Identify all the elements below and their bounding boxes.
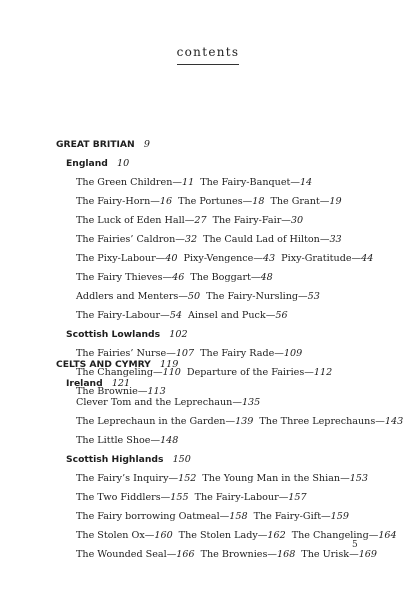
- toc-entry-title: The Young Man in the Shian—: [202, 473, 350, 484]
- toc-entry-page: 152: [178, 473, 197, 484]
- toc-entry: [76, 196, 172, 207]
- toc-entry: [76, 530, 173, 541]
- toc-line: [56, 249, 396, 268]
- toc-entry-title: The Portunes—: [178, 196, 253, 207]
- toc-entry-page: 169: [358, 549, 377, 560]
- page-title: contents: [176, 45, 240, 59]
- toc-line: [56, 287, 396, 306]
- toc-entry: [200, 177, 312, 188]
- toc-entry: [301, 549, 377, 560]
- toc-entry-page: 109: [283, 348, 303, 359]
- toc-entry-title: The Wounded Seal—: [76, 549, 177, 560]
- toc-entry-title: The Green Children—: [76, 177, 182, 188]
- toc-entry: [184, 253, 276, 264]
- toc-entry-page: 158: [229, 511, 248, 522]
- toc-entry-title: Departure of the Fairies—: [186, 367, 314, 378]
- toc-line: [56, 412, 404, 431]
- toc-entry-title: The Two Fiddlers—: [76, 492, 171, 503]
- toc-entry-title: The Fairy-Horn—: [76, 196, 160, 207]
- toc-entry-page: 40: [165, 253, 178, 264]
- toc-entry-title: The Fairy Thieves—: [76, 272, 173, 283]
- toc-line: [56, 268, 396, 287]
- toc-entry: [213, 215, 304, 226]
- toc-entry-title: The Fairy-Fair—: [212, 215, 291, 226]
- toc-entry-page: 54: [169, 310, 182, 321]
- toc-entry-title: The Stolen Lady—: [178, 530, 268, 541]
- toc-entry-page: 53: [307, 291, 320, 302]
- toc-line: [56, 488, 396, 507]
- title-rule: [177, 64, 239, 65]
- toc-entry-title: The Changeling—: [291, 530, 379, 541]
- toc-entry-page: 153: [349, 473, 368, 484]
- subsection-heading-title: Scottish Lowlands: [66, 329, 161, 340]
- toc-line: [56, 192, 396, 211]
- subsection-heading-page: 10: [117, 158, 130, 169]
- toc-entry-title: The Luck of Eden Hall—: [76, 215, 195, 226]
- toc-entry-page: 46: [172, 272, 185, 283]
- toc-entry: [76, 253, 178, 264]
- toc-entry-title: The Three Leprechauns—: [259, 416, 385, 427]
- toc-entry-page: 30: [290, 215, 304, 226]
- section-heading-page: 9: [143, 139, 150, 150]
- toc-entry-title: The Stolen Ox—: [76, 530, 155, 541]
- toc-entry-title: Pixy-Vengence—: [183, 253, 263, 264]
- toc-entry-page: 19: [329, 196, 342, 207]
- toc-entry: [76, 177, 194, 188]
- toc-entry: [188, 310, 288, 321]
- toc-entry-page: 27: [194, 215, 207, 226]
- subsection-heading-page: 121: [111, 378, 131, 389]
- toc-entry-page: 44: [361, 253, 374, 264]
- toc-entry: [76, 435, 178, 446]
- toc-entry: [76, 473, 196, 484]
- toc-entry-title: The Fairy borrowing Oatmeal—: [76, 511, 230, 522]
- toc-entry: [76, 291, 200, 302]
- toc-entry: [76, 310, 182, 321]
- toc-line: [56, 306, 396, 325]
- toc-entry: [292, 530, 397, 541]
- subsection-heading: [56, 450, 396, 469]
- toc-entry-page: 43: [262, 253, 276, 264]
- toc-entry-title: The Boggart—: [190, 272, 261, 283]
- toc-entry-title: The Grant—: [270, 196, 330, 207]
- toc-entry-page: 48: [260, 272, 273, 283]
- toc-entry-title: The Fairy-Labour—: [76, 310, 170, 321]
- toc-line: [56, 507, 396, 526]
- toc-entry: [76, 215, 207, 226]
- toc-entry: [259, 416, 403, 427]
- toc-entry-page: 160: [154, 530, 173, 541]
- toc-entry-title: The Fairy-Nursling—: [206, 291, 308, 302]
- toc-entry-page: 139: [235, 416, 254, 427]
- toc-entry-page: 56: [275, 310, 288, 321]
- toc-entry: [201, 549, 296, 560]
- toc-entry-title: The Fairies’ Caldron—: [76, 234, 185, 245]
- toc-entry-title: The Cauld Lad of Hilton—: [203, 234, 330, 245]
- section-heading-page: 119: [159, 359, 179, 370]
- toc-entry-title: The Brownie—: [76, 386, 148, 397]
- section-heading: [56, 135, 396, 154]
- toc-entry-page: 155: [170, 492, 189, 503]
- toc-entry-page: 143: [384, 416, 404, 427]
- toc-entry-page: 148: [160, 435, 179, 446]
- toc-entry: [76, 234, 197, 245]
- subsection-heading-title: Ireland: [66, 378, 103, 389]
- toc-entry-title: The Fairies’ Nurse—: [76, 348, 176, 359]
- subsection-heading-title: England: [66, 158, 108, 169]
- toc-entry: [76, 416, 253, 427]
- toc-entry-title: Pixy-Gratitude—: [281, 253, 362, 264]
- toc-entry-page: 18: [252, 196, 265, 207]
- toc-entry: [178, 196, 264, 207]
- toc-entry-title: Ainsel and Puck—: [187, 310, 276, 321]
- toc-entry: [254, 511, 349, 522]
- toc-entry-title: The Fairy Rade—: [200, 348, 284, 359]
- toc-entry-page: 164: [378, 530, 397, 541]
- toc-entry-page: 16: [159, 196, 173, 207]
- toc-entry-title: The Fairy-Gift—: [253, 511, 331, 522]
- toc-line: [56, 469, 396, 488]
- toc-line: [56, 230, 396, 249]
- toc-entry-title: The Little Shoe—: [76, 435, 161, 446]
- toc-entry: [270, 196, 341, 207]
- toc-entry-title: The Urisk—: [301, 549, 359, 560]
- page-number: 5: [352, 540, 358, 550]
- toc-entry-title: Clever Tom and the Leprechaun—: [76, 397, 242, 408]
- toc-entry: [76, 511, 248, 522]
- toc-entry-title: The Fairy-Banquet—: [200, 177, 300, 188]
- toc-line: [56, 211, 396, 230]
- toc-entry-title: The Leprechaun in the Garden—: [76, 416, 236, 427]
- section-celts-and-cymry: [56, 355, 404, 564]
- toc-entry: [179, 530, 286, 541]
- toc-entry-page: 159: [330, 511, 349, 522]
- toc-entry-page: 32: [184, 234, 198, 245]
- toc-entry: [76, 549, 195, 560]
- toc-entry-title: The Changeling—: [76, 367, 163, 378]
- section-heading-title: GREAT BRITIAN: [56, 139, 135, 150]
- section-heading: [56, 355, 396, 374]
- toc-entry: [195, 492, 307, 503]
- toc-entry: [203, 234, 342, 245]
- toc-entry-page: 110: [162, 367, 181, 378]
- toc-line: [56, 545, 396, 564]
- toc-line: [56, 173, 396, 192]
- toc-entry-page: 135: [241, 397, 261, 408]
- toc-entry-title: The Fairy-Labour—: [194, 492, 289, 503]
- toc-entry-page: 11: [181, 177, 195, 188]
- toc-line: [56, 393, 396, 412]
- toc-entry: [281, 253, 373, 264]
- subsection-heading: [56, 325, 396, 344]
- toc-entry-page: 50: [187, 291, 201, 302]
- toc-entry: [76, 492, 189, 503]
- toc-line: [56, 431, 396, 450]
- toc-entry-title: The Brownies—: [200, 549, 277, 560]
- toc-entry-page: 33: [329, 234, 342, 245]
- section-heading-title: CELTS AND CYMRY: [56, 359, 151, 370]
- toc-entry-page: 113: [147, 386, 166, 397]
- toc-entry-page: 14: [299, 177, 313, 188]
- toc-entry-page: 107: [175, 348, 195, 359]
- subsection-heading-title: Scottish Highlands: [66, 454, 164, 465]
- toc-entry-title: The Pixy-Labour—: [76, 253, 166, 264]
- toc-entry: [190, 272, 272, 283]
- toc-entry-title: The Fairy’s Inquiry—: [76, 473, 179, 484]
- subsection-heading: [56, 154, 396, 173]
- toc-entry-page: 157: [288, 492, 307, 503]
- subsection-heading: [56, 374, 396, 393]
- toc-entry: [76, 272, 184, 283]
- toc-line: [56, 526, 396, 545]
- toc-entry: [202, 473, 368, 484]
- subsection-heading-page: 102: [169, 329, 188, 340]
- toc-entry: [206, 291, 320, 302]
- toc-entry-page: 166: [176, 549, 195, 560]
- toc-entry-page: 162: [267, 530, 286, 541]
- toc-entry: [76, 397, 260, 408]
- toc-entry-page: 112: [313, 367, 333, 378]
- toc-entry-page: 168: [276, 549, 296, 560]
- subsection-heading-page: 150: [172, 454, 191, 465]
- toc-entry-title: Addlers and Menters—: [76, 291, 188, 302]
